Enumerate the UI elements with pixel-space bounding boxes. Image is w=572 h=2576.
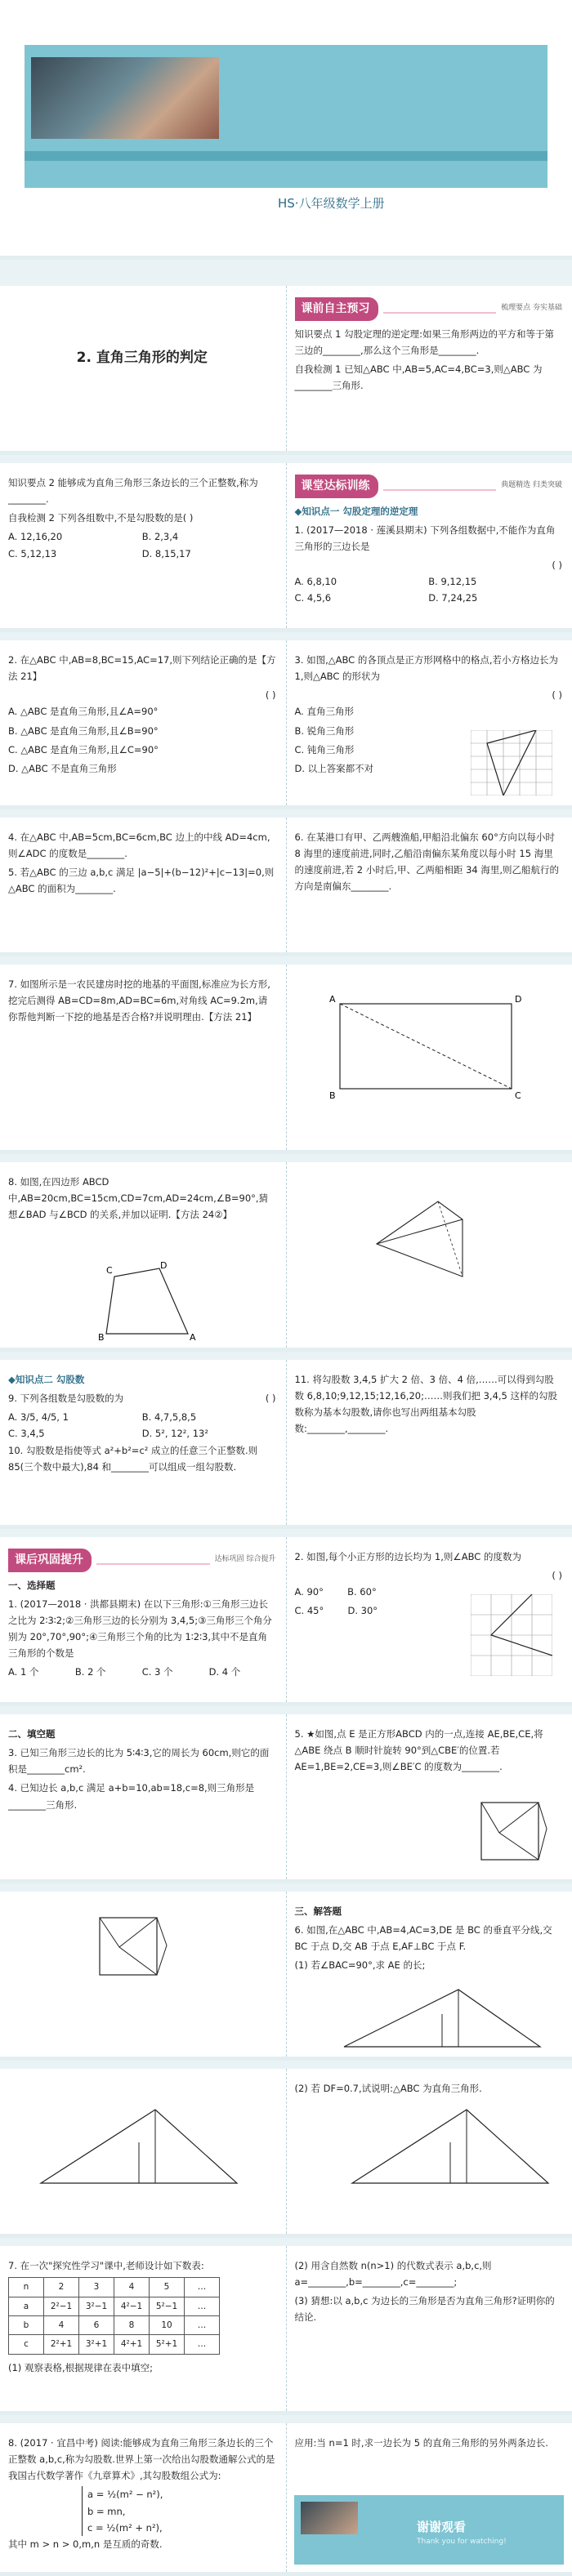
grid-triangle-figure xyxy=(471,730,552,796)
option[interactable]: B. 2,3,4 xyxy=(141,531,179,543)
slide-5-right xyxy=(286,965,572,1154)
slide-10 xyxy=(0,1892,572,2061)
section-note: 梳理要点 夯实基础 xyxy=(501,304,562,313)
option[interactable]: D. 5², 12², 13² xyxy=(141,1428,208,1440)
question-5: 5. 若△ABC 的三边 a,b,c 满足 |a−5|+(b−12)²+|c−13|=0,则△ABC 的面积为________. xyxy=(8,867,275,895)
section-tag: 课后巩固提升 xyxy=(8,1549,92,1572)
section-tag: 课堂达标训练 xyxy=(295,475,378,498)
lesson-title: 2. 直角三角形的判定 xyxy=(76,350,208,366)
thanks-title: 谢谢观看 xyxy=(417,2520,467,2534)
cover-photo-strip xyxy=(25,151,547,161)
thanks-subtitle: Thank you for watching! xyxy=(417,2538,507,2546)
question-9-options xyxy=(8,1409,276,1442)
slide-7 xyxy=(0,1360,572,1529)
slide-11-right xyxy=(286,2069,572,2238)
grid-angle-figure xyxy=(471,1594,552,1676)
option: A. 90° B. 60° xyxy=(294,1586,377,1598)
question-3: 3. 如图,△ABC 的各顶点是正方形网格中的格点,若小方格边长为 1,则△ABC 的形状为 xyxy=(294,654,559,683)
option[interactable]: C. 4,5,6 xyxy=(294,592,332,604)
table-row: a 2²−1 3²−1 4²−1 5²−1 … xyxy=(9,2297,220,2315)
number-table xyxy=(8,2277,220,2355)
option[interactable]: D. 8,15,17 xyxy=(141,547,191,559)
slide-1-right xyxy=(286,286,572,455)
slide-12 xyxy=(0,2246,572,2415)
slide-2 xyxy=(0,463,572,632)
table-row: n 2 3 4 5 … xyxy=(9,2278,220,2297)
cover-slide xyxy=(0,0,572,260)
triangle-figure-left xyxy=(33,2101,245,2191)
question-1: 1. (2017—2018 · 洪都县期末) 在以下三角形:①三角形三边长之比为 2∶3∶2;②三角形三边的长分别为 3,4,5;③三角形三个角分别为 20°,70°,90°;④三角形三个角的比为 1∶2∶3,其中不是直角三角形的个数是 xyxy=(8,1598,272,1659)
answer-bracket: ( ) xyxy=(552,559,562,571)
option[interactable]: C. 3 个 xyxy=(141,1666,173,1678)
part-heading: 二、填空题 xyxy=(8,1728,56,1740)
option[interactable]: B. 9,12,15 xyxy=(428,576,477,587)
section-header xyxy=(295,297,563,321)
slide-5 xyxy=(0,965,572,1154)
knowledge-point-2: 知识要点 2 能够成为直角三角形三条边长的三个正整数,称为________. xyxy=(8,477,258,506)
question-6: 6. 在某港口有甲、乙两艘渔船,甲船沿北偏东 60°方向以每小时 8 海里的速度前进,同时,乙船沿南偏东某角度以每小时 15 海里的速度前进,若 2 小时后,甲、乙两船相距 34 海里,则乙船航行的方向是南偏东________. xyxy=(294,831,560,893)
slide-1-left xyxy=(0,286,286,455)
slide-9 xyxy=(0,1714,572,1883)
part-heading: 一、选择题 xyxy=(8,1579,56,1591)
question-2: 2. 如图,每个小正方形的边长均为 1,则∠ABC 的度数为 xyxy=(294,1551,521,1562)
self-check-1: 自我检测 1 已知△ABC 中,AB=5,AC=4,BC=3,则△ABC 为________三角形. xyxy=(294,363,543,391)
question-1-options xyxy=(8,1664,276,1680)
formula-b: b = mn, xyxy=(87,2505,126,2517)
question-1-options xyxy=(295,573,563,606)
square-rotation-figure xyxy=(475,1796,552,1874)
option[interactable]: C. 3,4,5 xyxy=(8,1428,45,1440)
formula-block xyxy=(82,2486,276,2535)
slide-4-right xyxy=(286,818,572,956)
question-7: 7. 如图所示是一农民建房时挖的地基的平面图,标准应为长方形,挖完后测得 AB=CD=8m,AD=BC=6m,对角线 AC=9.2m,请你帮他判断一下挖的地基是否合格?并说明理由.【方法 21】 xyxy=(8,978,270,1023)
knowledge-point-heading: ◆知识点二 勾股数 xyxy=(8,1374,85,1385)
slide-4 xyxy=(0,818,572,956)
formula-a: a = ½(m² − n²), xyxy=(87,2489,163,2501)
question-6-part-2: (2) 若 DF=0.7,试说明:△ABC 为直角三角形. xyxy=(294,2083,482,2094)
option[interactable]: A. 1 个 xyxy=(8,1666,39,1678)
question-7: 7. 在一次"探究性学习"课中,老师设计如下数表: xyxy=(8,2260,204,2271)
section-header xyxy=(8,1549,276,1572)
option[interactable]: C. △ABC 是直角三角形,且∠C=90° xyxy=(8,743,159,755)
slide-11 xyxy=(0,2069,572,2238)
table-row: c 2²+1 3²+1 4²+1 5²+1 … xyxy=(9,2335,220,2354)
option[interactable]: B. 2 个 xyxy=(74,1666,106,1678)
triangle-figure-right xyxy=(344,2101,556,2191)
formula-condition: 其中 m > n > 0,m,n 是互质的奇数. xyxy=(8,2538,163,2550)
slide-7-left xyxy=(0,1360,286,1529)
part-heading: 三、解答题 xyxy=(294,1905,342,1917)
label-C: C xyxy=(514,1090,521,1101)
slide-2-right xyxy=(286,463,572,632)
label-D: D xyxy=(160,1260,168,1271)
option[interactable]: D. 4 个 xyxy=(208,1666,241,1678)
question-5: 5. ★如图,点 E 是正方形ABCD 内的一点,连接 AE,BE,CE,将△ABE 绕点 B 顺时针旋转 90°到△CBE′的位置.若AE=1,BE=2,CE=3,则∠BE′C 的度数为________. xyxy=(294,1728,543,1773)
option: C. 45° D. 30° xyxy=(294,1605,378,1617)
option[interactable]: D. △ABC 不是直角三角形 xyxy=(8,762,117,774)
label-A: A xyxy=(328,994,336,1005)
section-tag: 课前自主预习 xyxy=(295,297,378,321)
label-D: D xyxy=(514,994,521,1005)
question-2: 2. 在△ABC 中,AB=8,BC=15,AC=17,则下列结论正确的是【方法 21】 xyxy=(8,654,276,683)
question-8: 8. (2017 · 宜昌中考) 阅读:能够成为直角三角形三条边长的三个正整数 a,b,c,称为勾股数.世界上第一次给出勾股数通解公式的是我国古代数学著作《九章算术》,其勾股数组公式为: xyxy=(8,2437,275,2482)
question-1: 1. (2017—2018 · 莲溪县期末) 下列各组数据中,不能作为直角三角形的三边长是 xyxy=(294,524,556,552)
formula-c: c = ½(m² + n²), xyxy=(87,2521,163,2534)
cover-photo xyxy=(31,57,219,139)
question-8: 8. 如图,在四边形 ABCD 中,AB=20cm,BC=15cm,CD=7cm,AD=24cm,∠B=90°,猜想∠BAD 与∠BCD 的关系,并加以证明.【方法 24②】 xyxy=(8,1176,269,1221)
slide-3 xyxy=(0,640,572,809)
slide-8-left xyxy=(0,1537,286,1706)
triangle-bisector-figure xyxy=(336,1981,548,2055)
slide-9-right xyxy=(286,1714,572,1883)
option[interactable]: A. 12,16,20 xyxy=(8,531,63,543)
question-3: 3. 已知三角形三边长的比为 5∶4∶3,它的周长为 60cm,则它的面积是________cm². xyxy=(8,1747,270,1776)
slide-11-left xyxy=(0,2069,286,2238)
answer-bracket: ( ) xyxy=(552,1570,562,1582)
knowledge-point-1: 知识要点 1 勾股定理的逆定理:如果三角形两边的平方和等于第三边的________,那么这个三角形是________. xyxy=(294,328,554,356)
question-11: 11. 将勾股数 3,4,5 扩大 2 倍、3 倍、4 倍,……可以得到勾股数 6,8,10;9,12,15;12,16,20;……则我们把 3,4,5 这样的勾股数称为基本勾股数,请你也写出两组基本勾股数:________,________. xyxy=(294,1374,558,1435)
slide-1 xyxy=(0,286,572,455)
label-A: A xyxy=(190,1332,196,1342)
option[interactable]: A. 3/5, 4/5, 1 xyxy=(8,1411,69,1424)
option[interactable]: B. △ABC 是直角三角形,且∠B=90° xyxy=(8,724,159,737)
slide-3-right xyxy=(286,640,572,809)
slide-5-left xyxy=(0,965,286,1154)
slide-6-left xyxy=(0,1162,286,1352)
thanks-card xyxy=(294,2495,564,2565)
table-row: b 4 6 8 10 … xyxy=(9,2315,220,2334)
foundation-rectangle-figure xyxy=(328,989,532,1103)
slide-9-left xyxy=(0,1714,286,1883)
question-10: 10. 勾股数是指使等式 a²+b²=c² 成立的任意三个正整数.则 85(三个数中最大),84 和________可以组成一组勾股数. xyxy=(8,1444,258,1473)
question-4: 4. 在△ABC 中,AB=5cm,BC=6cm,BC 边上的中线 AD=4cm,则∠ADC 的度数是________. xyxy=(8,831,270,860)
thanks-photo xyxy=(301,2502,358,2534)
option[interactable]: A. 6,8,10 xyxy=(294,576,337,587)
option[interactable]: C. 钝角三角形 xyxy=(294,743,355,755)
quadrilateral-diagonal-figure xyxy=(369,1195,483,1285)
question-7-part-3: (3) 猜想:以 a,b,c 为边长的三角形是否为直角三角形?证明你的结论. xyxy=(294,2295,555,2324)
question-6: 6. 如图,在△ABC 中,AB=4,AC=3,DE 是 BC 的垂直平分线,交 BC 于点 D,交 AB 于点 E,AF⊥BC 于点 F. xyxy=(294,1924,552,1953)
slide-12-left xyxy=(0,2246,286,2415)
knowledge-point-heading: ◆知识点一 勾股定理的逆定理 xyxy=(294,505,418,517)
question-6-part-1: (1) 若∠BAC=90°,求 AE 的长; xyxy=(294,1959,426,1972)
option[interactable]: A. 直角三角形 xyxy=(294,706,354,718)
slide-12-right xyxy=(286,2246,572,2415)
section-note: 达标巩固 综合提升 xyxy=(214,1555,276,1564)
answer-bracket: ( ) xyxy=(552,689,562,702)
question-4: 4. 已知边长 a,b,c 满足 a+b=10,ab=18,c=8,则三角形是________三角形. xyxy=(8,1782,255,1811)
self-check-2: 自我检测 2 下列各组数中,不是勾股数的是( ) xyxy=(8,512,194,524)
slide-10-right xyxy=(286,1892,572,2061)
option[interactable]: D. 以上答案都不对 xyxy=(294,762,374,774)
slide-10-left xyxy=(0,1892,286,2061)
label-B: B xyxy=(328,1090,336,1101)
answer-bracket: ( ) xyxy=(265,689,276,702)
label-C: C xyxy=(106,1265,113,1276)
slide-8-right xyxy=(286,1537,572,1706)
square-figure xyxy=(90,1908,172,1990)
slide-4-left xyxy=(0,818,286,956)
quadrilateral-figure xyxy=(98,1260,204,1342)
slide-6 xyxy=(0,1162,572,1352)
label-B: B xyxy=(98,1332,105,1342)
option[interactable]: B. 4,7,5,8,5 xyxy=(141,1411,197,1424)
slide-13-left xyxy=(0,2423,286,2576)
slide-2-left xyxy=(0,463,286,632)
section-note: 典题精选 归类突破 xyxy=(501,481,562,490)
question-7-part-2: (2) 用含自然数 n(n>1) 的代数式表示 a,b,c,则 a=________,b=________,c=________; xyxy=(294,2260,492,2289)
slide-7-right xyxy=(286,1360,572,1529)
question-9: 9. 下列各组数是勾股数的为 ( ) xyxy=(8,1393,276,1405)
option[interactable]: B. 锐角三角形 xyxy=(294,724,355,737)
slide-3-left xyxy=(0,640,286,809)
option[interactable]: D. 7,24,25 xyxy=(428,592,478,604)
self-check-2-options xyxy=(8,528,276,561)
option[interactable]: C. 5,12,13 xyxy=(8,547,57,559)
option[interactable]: A. △ABC 是直角三角形,且∠A=90° xyxy=(8,706,159,718)
section-header xyxy=(295,475,563,498)
slide-6-right xyxy=(286,1162,572,1352)
cover-subtitle: HS·八年级数学上册 xyxy=(278,196,385,211)
question-7-part-1: (1) 观察表格,根据规律在表中填空; xyxy=(8,2361,153,2373)
application-question: 应用:当 n=1 时,求一边长为 5 的直角三角形的另外两条边长. xyxy=(294,2437,548,2449)
slide-8 xyxy=(0,1537,572,1706)
